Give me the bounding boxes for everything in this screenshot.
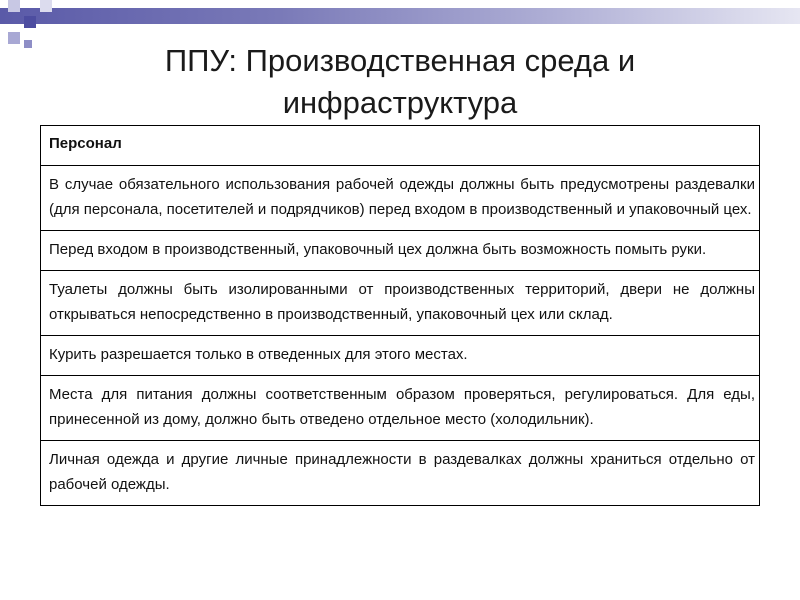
table-row bbox=[41, 231, 760, 271]
table-cell: В случае обязательного использования рабочей одежды должны быть предусмотрены раздевалки (для персонала, посетителей и подрядчиков) перед входом в производственный и упаковочный цех. bbox=[41, 166, 760, 231]
table-header-cell: Персонал bbox=[41, 126, 760, 166]
slide-title: ППУ: Производственная среда и инфраструктура bbox=[164, 43, 636, 120]
top-decorative-band bbox=[0, 8, 800, 24]
table-cell: Места для питания должны соответственным образом проверяться, регулироваться. Для еды, принесенной из дому, должно быть отведено отдельное место (холодильник). bbox=[41, 376, 760, 441]
table-row bbox=[41, 166, 760, 231]
decorative-square bbox=[24, 40, 32, 48]
decorative-square bbox=[8, 0, 20, 12]
table-header-row bbox=[41, 126, 760, 166]
table-row bbox=[41, 336, 760, 376]
table-row bbox=[41, 271, 760, 336]
table-cell: Личная одежда и другие личные принадлежности в раздевалках должны храниться отдельно от рабочей одежды. bbox=[41, 441, 760, 506]
decorative-square bbox=[24, 16, 36, 28]
personnel-requirements-table bbox=[40, 125, 760, 506]
table-row bbox=[41, 376, 760, 441]
table-row bbox=[41, 441, 760, 506]
table-cell: Курить разрешается только в отведенных для этого местах. bbox=[41, 336, 760, 376]
table-cell: Туалеты должны быть изолированными от производственных территорий, двери не должны открываться непосредственно в производственный, упаковочный цех или склад. bbox=[41, 271, 760, 336]
table-cell: Перед входом в производственный, упаковочный цех должна быть возможность помыть руки. bbox=[41, 231, 760, 271]
decorative-square bbox=[40, 0, 52, 12]
decorative-square bbox=[8, 32, 20, 44]
